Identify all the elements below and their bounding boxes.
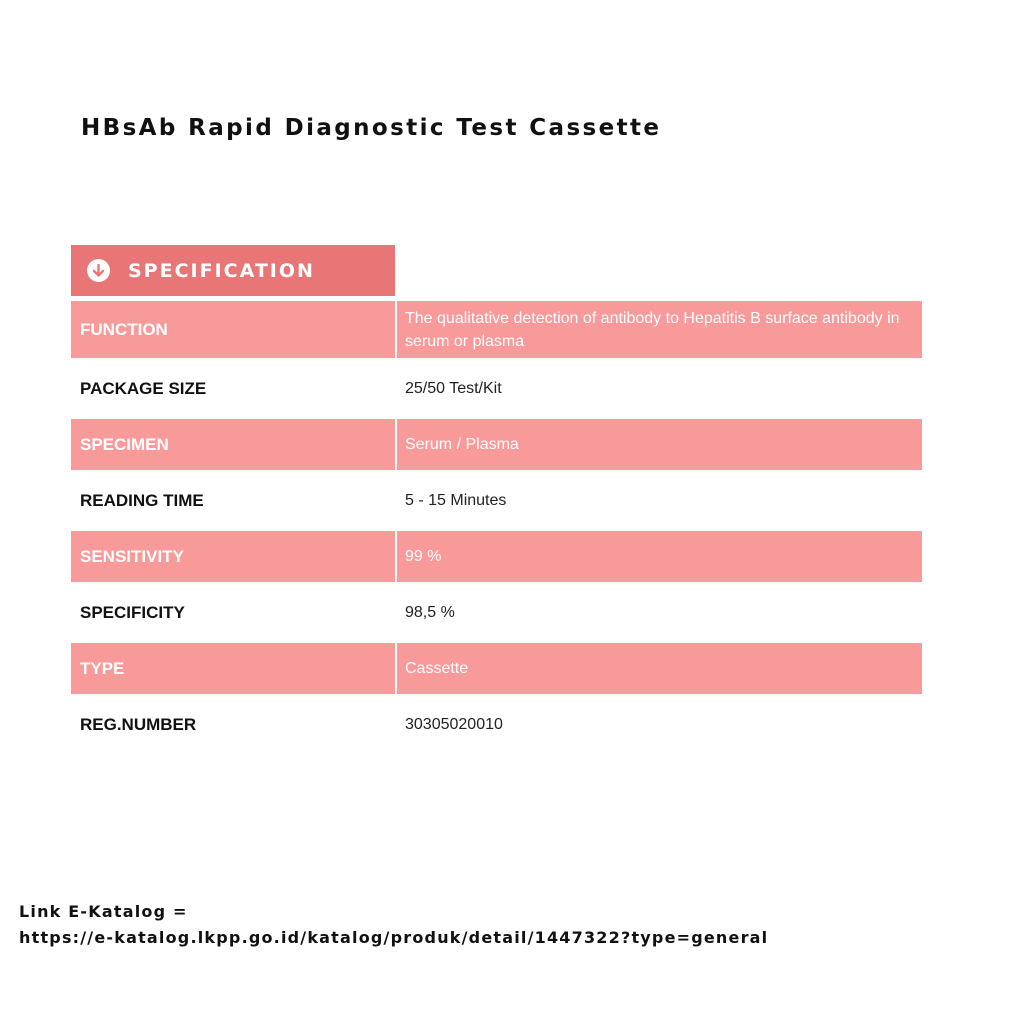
spec-row-value: 99 % [397,531,922,582]
spec-row-label: SPECIFICITY [80,602,185,622]
spec-row-value: 98,5 % [405,604,455,621]
page-title: HBsAb Rapid Diagnostic Test Cassette [81,115,662,141]
spec-row-function [71,301,922,358]
spec-row-label: REG.NUMBER [80,714,197,734]
spec-row-label: FUNCTION [71,301,395,358]
arrow-down-circle-icon [87,259,110,282]
ekatalog-link-url[interactable]: https://e-katalog.lkpp.go.id/katalog/produk/detail/1447322?type=general [19,928,769,947]
spec-row-value: Serum / Plasma [397,419,922,470]
ekatalog-link-block [19,899,768,951]
specification-label: SPECIFICATION [128,259,315,282]
spec-row-sensitivity [71,531,922,582]
spec-row-package-size [71,363,922,414]
spec-row-specimen [71,419,922,470]
spec-row-label: PACKAGE SIZE [80,378,207,398]
spec-row-label: SPECIMEN [71,419,395,470]
spec-row-value: 25/50 Test/Kit [405,380,502,397]
spec-row-specificity [71,587,922,638]
spec-row-value: 5 - 15 Minutes [405,492,507,509]
spec-row-value: The qualitative detection of antibody to Hepatitis B surface antibody in serum or plasma [397,301,922,358]
specification-header [71,245,395,296]
spec-row-label: SENSITIVITY [71,531,395,582]
ekatalog-link-label: Link E-Katalog = [19,902,188,921]
spec-row-reg-number [71,699,922,750]
spec-row-label: READING TIME [80,490,204,510]
spec-row-label: TYPE [71,643,395,694]
spec-row-value: Cassette [397,643,922,694]
spec-row-type [71,643,922,694]
spec-row-value: 30305020010 [405,716,503,733]
spec-row-reading-time [71,475,922,526]
